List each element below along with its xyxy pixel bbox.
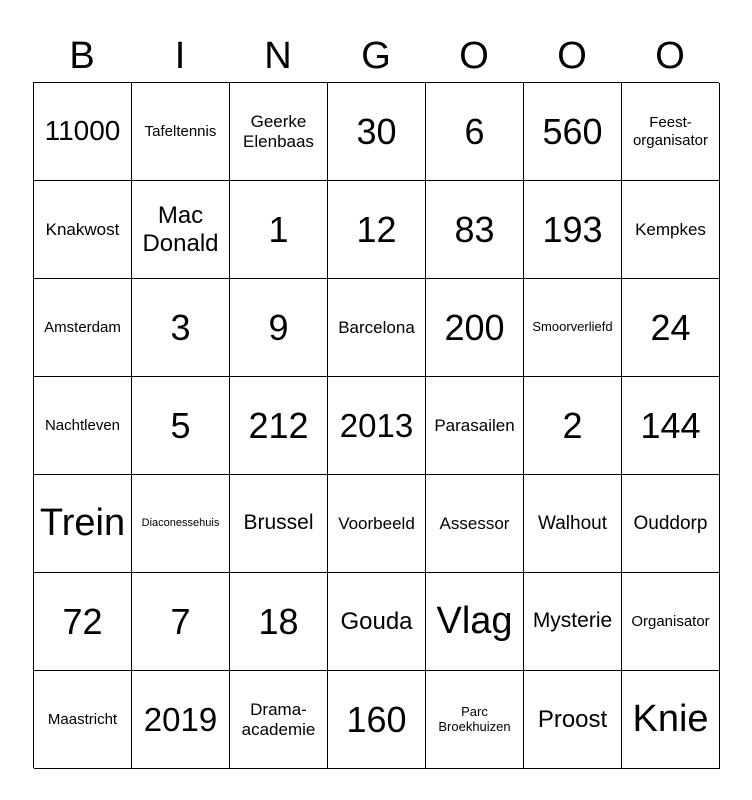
bingo-cell[interactable]: 9 (230, 279, 328, 377)
bingo-cell[interactable]: 2019 (132, 671, 230, 769)
bingo-cell[interactable]: Nachtleven (34, 377, 132, 475)
bingo-cell[interactable]: 2 (524, 377, 622, 475)
bingo-cell[interactable]: 72 (34, 573, 132, 671)
bingo-cell[interactable]: 7 (132, 573, 230, 671)
bingo-cell[interactable]: 200 (426, 279, 524, 377)
bingo-cell[interactable]: 18 (230, 573, 328, 671)
bingo-cell[interactable]: Parc Broekhuizen (426, 671, 524, 769)
header-letter-o-2: O (557, 35, 587, 77)
bingo-cell[interactable]: 83 (426, 181, 524, 279)
bingo-cell[interactable]: Geerke Elenbaas (230, 83, 328, 181)
header-letter-g: G (361, 35, 391, 77)
bingo-cell[interactable]: Barcelona (328, 279, 426, 377)
bingo-cell[interactable]: Ouddorp (622, 475, 720, 573)
bingo-grid (33, 82, 719, 768)
bingo-cell[interactable]: 212 (230, 377, 328, 475)
bingo-cell[interactable]: Diaconessehuis (132, 475, 230, 573)
bingo-cell[interactable]: Tafeltennis (132, 83, 230, 181)
bingo-cell[interactable]: Walhout (524, 475, 622, 573)
header-letter-o-3: O (655, 35, 685, 77)
bingo-cell[interactable]: 560 (524, 83, 622, 181)
bingo-cell[interactable]: Mac Donald (132, 181, 230, 279)
bingo-cell[interactable]: Amsterdam (34, 279, 132, 377)
bingo-cell[interactable]: Knakwost (34, 181, 132, 279)
header-letter-n: N (264, 35, 292, 77)
bingo-cell[interactable]: Mysterie (524, 573, 622, 671)
bingo-cell[interactable]: Assessor (426, 475, 524, 573)
bingo-cell[interactable]: Proost (524, 671, 622, 769)
bingo-cell[interactable]: 11000 (34, 83, 132, 181)
bingo-cell[interactable]: 12 (328, 181, 426, 279)
bingo-cell[interactable]: Brussel (230, 475, 328, 573)
bingo-cell[interactable]: 2013 (328, 377, 426, 475)
bingo-cell[interactable]: Vlag (426, 573, 524, 671)
bingo-cell[interactable]: 1 (230, 181, 328, 279)
bingo-cell[interactable]: 193 (524, 181, 622, 279)
bingo-cell[interactable]: 3 (132, 279, 230, 377)
bingo-cell[interactable]: Trein (34, 475, 132, 573)
bingo-cell[interactable]: Drama- academie (230, 671, 328, 769)
bingo-cell[interactable]: Feest- organisator (622, 83, 720, 181)
bingo-cell[interactable]: 144 (622, 377, 720, 475)
bingo-cell[interactable]: 30 (328, 83, 426, 181)
header-letter-b: B (69, 35, 95, 77)
bingo-header (33, 30, 719, 82)
bingo-cell[interactable]: Maastricht (34, 671, 132, 769)
bingo-cell[interactable]: Gouda (328, 573, 426, 671)
bingo-cell[interactable]: 5 (132, 377, 230, 475)
bingo-cell[interactable]: Voorbeeld (328, 475, 426, 573)
bingo-cell[interactable]: Smoorverliefd (524, 279, 622, 377)
bingo-cell[interactable]: Kempkes (622, 181, 720, 279)
bingo-cell[interactable]: 160 (328, 671, 426, 769)
bingo-cell[interactable]: 6 (426, 83, 524, 181)
bingo-cell[interactable]: Knie (622, 671, 720, 769)
header-letter-i: I (174, 35, 186, 77)
header-letter-o-1: O (459, 35, 489, 77)
bingo-cell[interactable]: 24 (622, 279, 720, 377)
bingo-cell[interactable]: Organisator (622, 573, 720, 671)
bingo-cell[interactable]: Parasailen (426, 377, 524, 475)
